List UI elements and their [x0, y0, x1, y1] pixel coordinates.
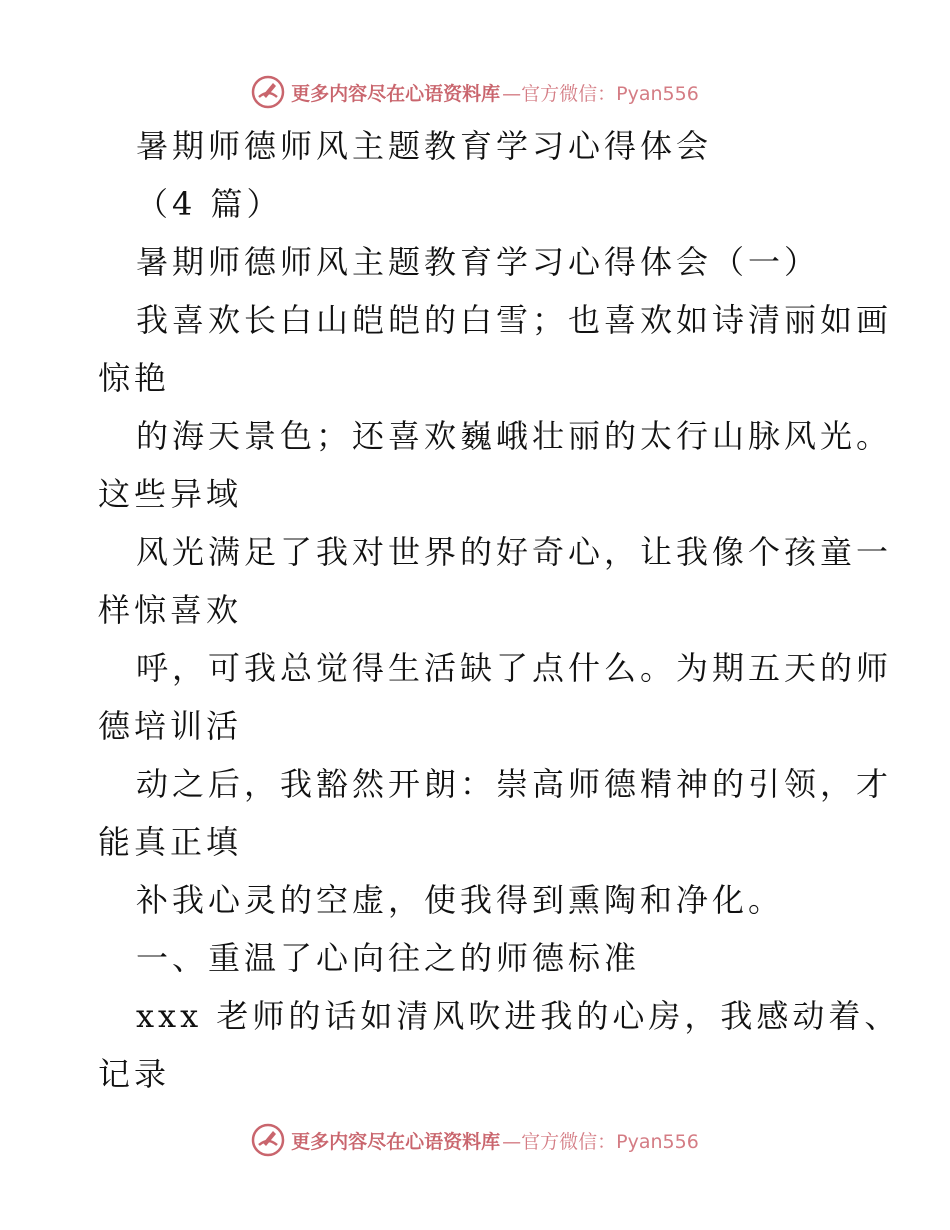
document-title: 暑期师德师风主题教育学习心得体会: [136, 127, 713, 165]
paragraph-line: 风光满足了我对世界的好奇心，让我像个孩童一: [136, 533, 893, 571]
footer-brand-text: 更多内容尽在心语资料库: [291, 1130, 501, 1153]
paragraph-line: 动之后，我豁然开朗：崇高师德精神的引领，才: [136, 765, 893, 803]
paragraph-line: 补我心灵的空虚，使我得到熏陶和净化。: [136, 881, 785, 919]
paragraph-line: 惊艳: [98, 359, 171, 397]
paragraph-line: 德培训活: [98, 707, 243, 745]
header-banner: [0, 72, 950, 112]
footer-contact-text: —官方微信：Pyan556: [502, 1130, 699, 1153]
paragraph-line: 记录: [98, 1055, 171, 1093]
paragraph-line: xxx 老师的话如清风吹进我的心房，我感动着、: [136, 997, 901, 1035]
paragraph-line: 样惊喜欢: [98, 591, 243, 629]
header-brand-text: 更多内容尽在心语资料库: [291, 82, 501, 105]
section-heading: 暑期师德师风主题教育学习心得体会（一）: [136, 243, 821, 281]
document-title-count: （4 篇）: [136, 185, 283, 223]
paragraph-line: 呼，可我总觉得生活缺了点什么。为期五天的师: [136, 649, 893, 687]
paragraph-line: 能真正填: [98, 823, 243, 861]
header-contact-text: —官方微信：Pyan556: [502, 82, 699, 105]
footer-banner: [0, 1120, 950, 1160]
book-pen-logo-icon: [251, 1123, 285, 1157]
paragraph-line: 这些异域: [98, 475, 243, 513]
paragraph-line: 的海天景色；还喜欢巍峨壮丽的太行山脉风光。: [136, 417, 893, 455]
subsection-heading: 一、重温了心向往之的师德标准: [136, 939, 641, 977]
book-pen-logo-icon: [251, 75, 285, 109]
paragraph-line: 我喜欢长白山皑皑的白雪；也喜欢如诗清丽如画: [136, 301, 893, 339]
